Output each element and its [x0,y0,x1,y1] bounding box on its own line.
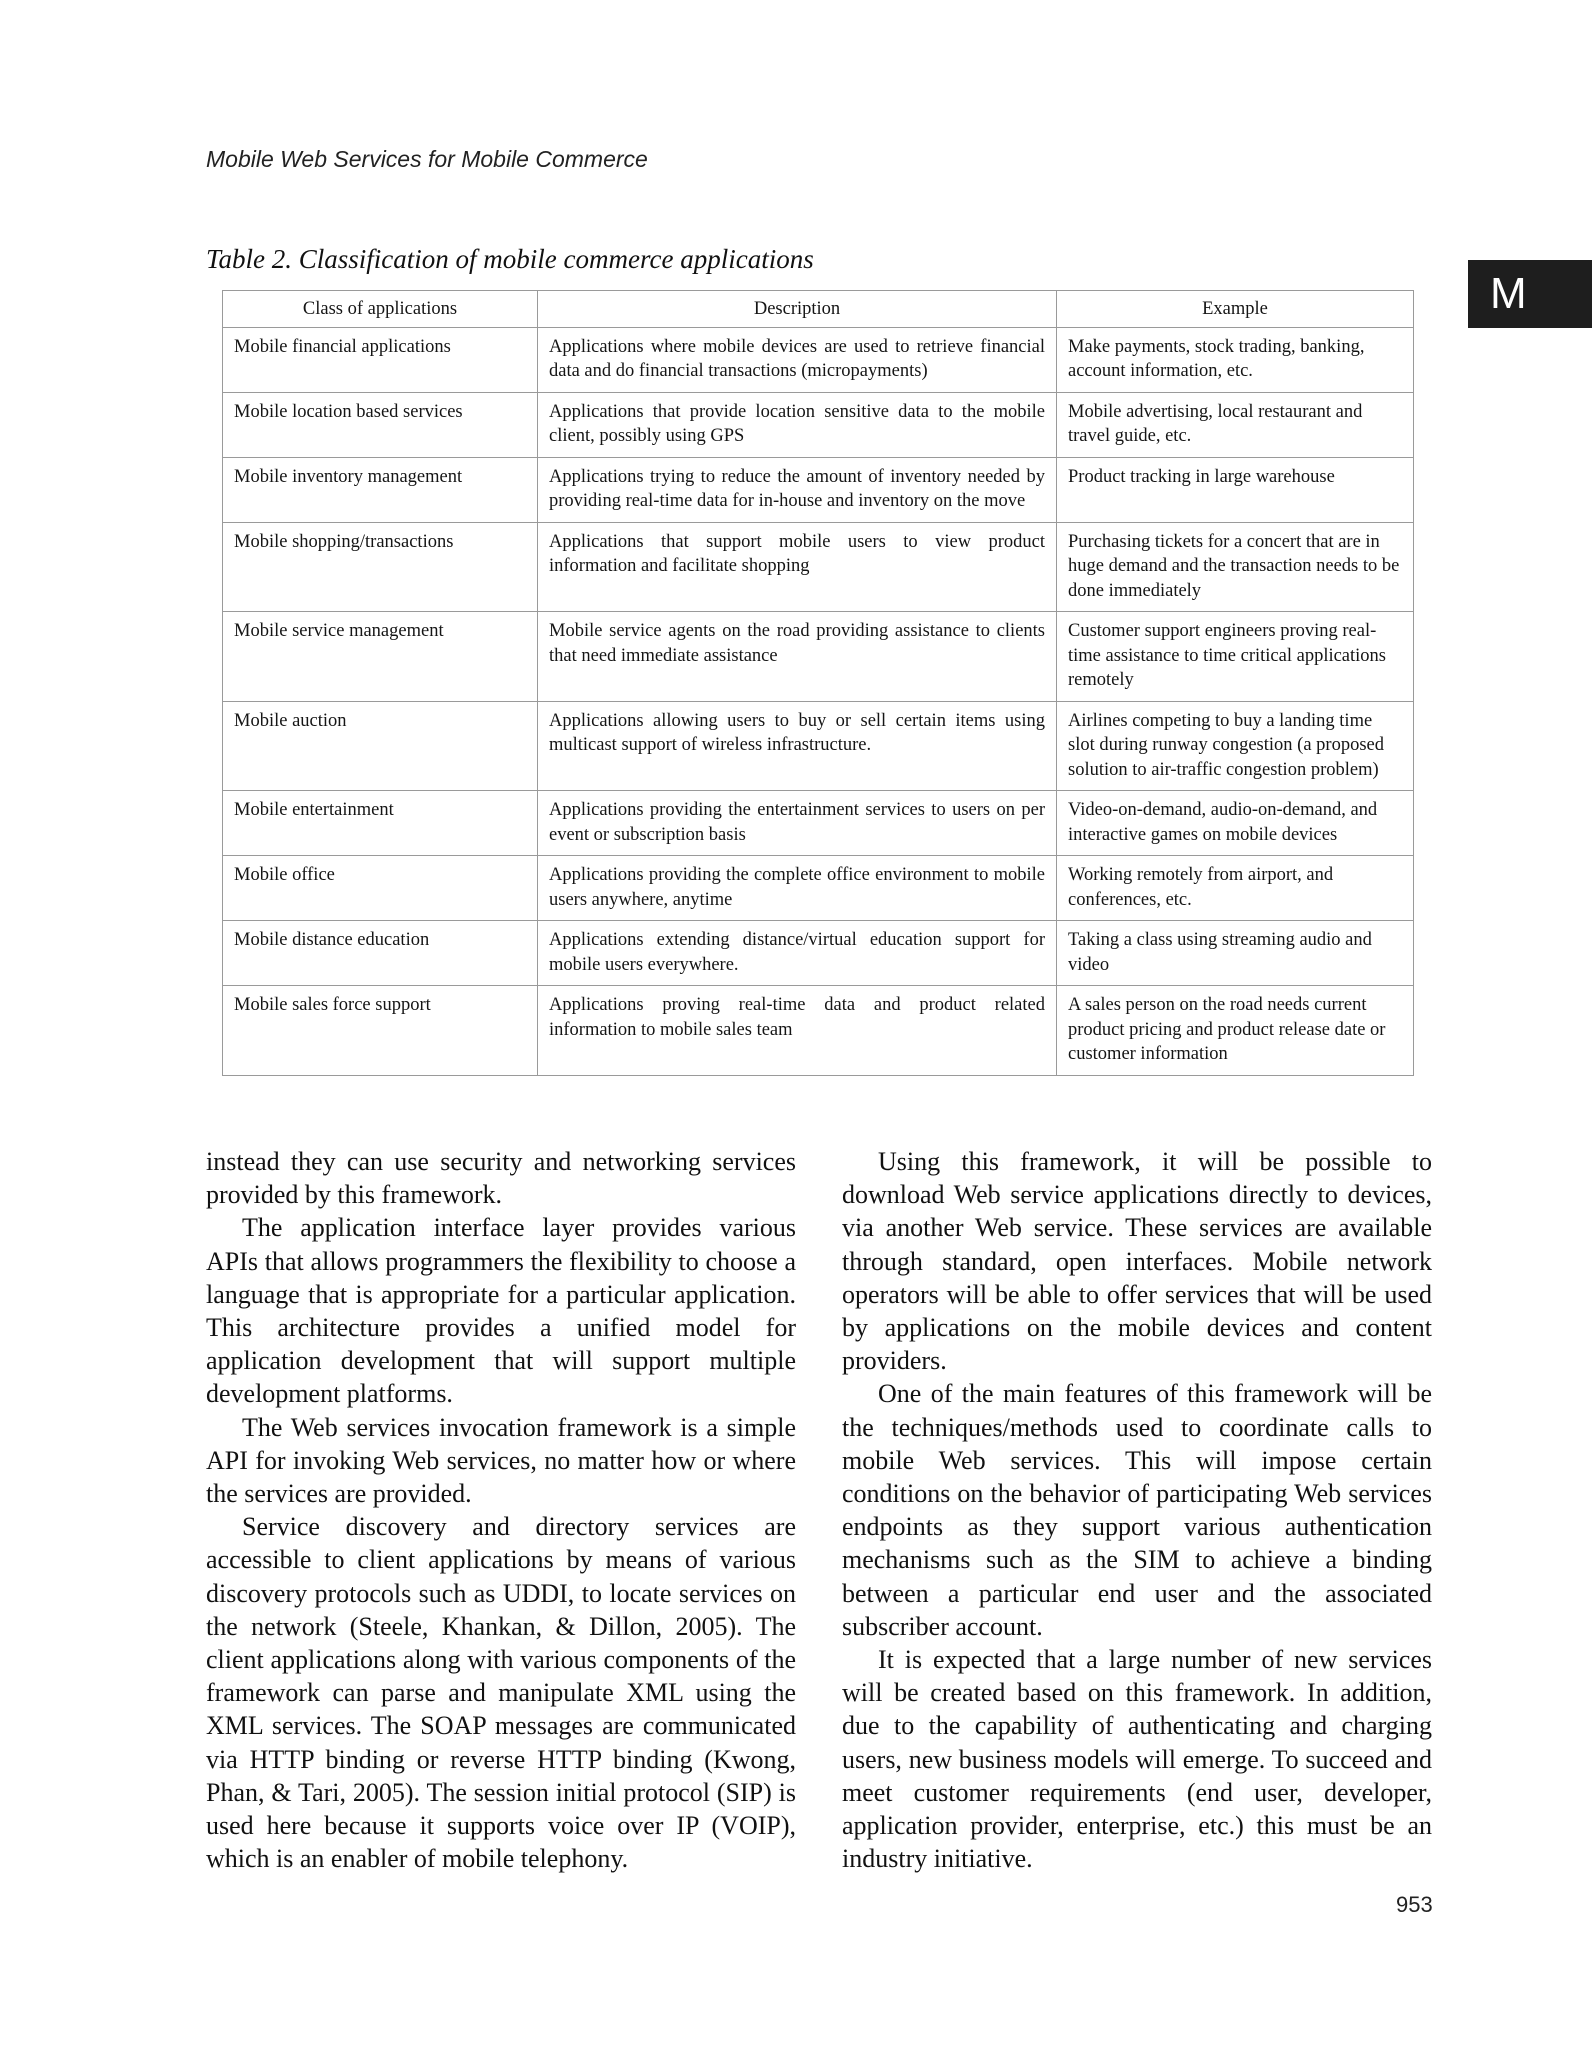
cell-description: Applications that support mobile users to view product information and facilitate shopping [538,522,1057,612]
table-row [223,327,1414,392]
table-row [223,457,1414,522]
column-header-class: Class of applications [223,291,538,328]
body-left-column [206,1145,796,1875]
paragraph: It is expected that a large number of new services will be created based on this framework. In addition, due to the capability of authenticating and charging users, new business models will emerge. To succeed and meet customer requirements (end user, developer, application provider, enterprise, etc.) this must be an industry initiative. [842,1645,1432,1874]
table-row [223,392,1414,457]
paragraph: Using this framework, it will be possible to download Web service applications directly to devices, via another Web service. These services are available through standard, open interfaces. Mobile network operators will be able to offer services that will be used by applications on the mobile devices and content providers. [842,1147,1432,1376]
cell-class: Mobile inventory management [223,457,538,522]
table-row [223,791,1414,856]
cell-example: Customer support engineers proving real-time assistance to time critical applications remotely [1057,612,1414,702]
table-row [223,612,1414,702]
running-head: Mobile Web Services for Mobile Commerce [206,146,648,172]
cell-description: Applications where mobile devices are used to retrieve financial data and do financial transactions (micropayments) [538,327,1057,392]
body-right-column [842,1145,1432,1875]
paragraph: Service discovery and directory services are accessible to client applications by means of various discovery protocols such as UDDI, to locate services on the network (Steele, Khankan, & Dillon, 2005). The client applications along with various components of the framework can parse and manipulate XML using the XML services. The SOAP messages are communicated via HTTP binding or reverse HTTP binding (Kwong, Phan, & Tari, 2005). The session initial protocol (SIP) is used here because it supports voice over IP (VOIP), which is an enabler of mobile telephony. [206,1512,796,1874]
cell-example: Video-on-demand, audio-on-demand, and interactive games on mobile devices [1057,791,1414,856]
cell-example: Taking a class using streaming audio and video [1057,921,1414,986]
page-number: 953 [1396,1892,1433,1917]
cell-example: Make payments, stock trading, banking, account information, etc. [1057,327,1414,392]
column-header-description: Description [538,291,1057,328]
cell-class: Mobile shopping/transactions [223,522,538,612]
cell-class: Mobile entertainment [223,791,538,856]
table-row [223,856,1414,921]
cell-description: Applications allowing users to buy or sell certain items using multicast support of wireless infrastructure. [538,701,1057,791]
paragraph: The Web services invocation framework is a simple API for invoking Web services, no matter how or where the services are provided. [206,1412,796,1509]
cell-class: Mobile office [223,856,538,921]
table-row [223,522,1414,612]
cell-example: Product tracking in large warehouse [1057,457,1414,522]
section-tab: M [1468,260,1592,328]
cell-class: Mobile distance education [223,921,538,986]
cell-description: Mobile service agents on the road providing assistance to clients that need immediate assistance [538,612,1057,702]
cell-description: Applications extending distance/virtual education support for mobile users everywhere. [538,921,1057,986]
cell-description: Applications trying to reduce the amount of inventory needed by providing real-time data for in-house and inventory on the move [538,457,1057,522]
cell-class: Mobile auction [223,701,538,791]
cell-description: Applications that provide location sensitive data to the mobile client, possibly using GPS [538,392,1057,457]
table-caption: Table 2. Classification of mobile commerce applications [206,244,814,274]
cell-example: Airlines competing to buy a landing time slot during runway congestion (a proposed solution to air-traffic congestion problem) [1057,701,1414,791]
classification-table [222,290,1414,1076]
cell-class: Mobile financial applications [223,327,538,392]
cell-example: Mobile advertising, local restaurant and travel guide, etc. [1057,392,1414,457]
cell-description: Applications providing the entertainment services to users on per event or subscription basis [538,791,1057,856]
table-row [223,921,1414,986]
cell-description: Applications providing the complete office environment to mobile users anywhere, anytime [538,856,1057,921]
table-row [223,986,1414,1076]
cell-class: Mobile location based services [223,392,538,457]
cell-example: A sales person on the road needs current product pricing and product release date or customer information [1057,986,1414,1076]
paragraph: The application interface layer provides various APIs that allows programmers the flexibility to choose a language that is appropriate for a particular application. This architecture provides a unified model for application development that will support multiple development platforms. [206,1213,796,1409]
cell-example: Purchasing tickets for a concert that are in huge demand and the transaction needs to be done immediately [1057,522,1414,612]
cell-description: Applications proving real-time data and product related information to mobile sales team [538,986,1057,1076]
cell-class: Mobile sales force support [223,986,538,1076]
column-header-example: Example [1057,291,1414,328]
cell-class: Mobile service management [223,612,538,702]
table-header-row [223,291,1414,328]
paragraph: One of the main features of this framework will be the techniques/methods used to coordinate calls to mobile Web services. This will impose certain conditions on the behavior of participating Web services endpoints as they support various authentication mechanisms such as the SIM to achieve a binding between a particular end user and the associated subscriber account. [842,1379,1432,1641]
table-row [223,701,1414,791]
cell-example: Working remotely from airport, and conferences, etc. [1057,856,1414,921]
paragraph: instead they can use security and networking services provided by this framework. [206,1147,796,1210]
